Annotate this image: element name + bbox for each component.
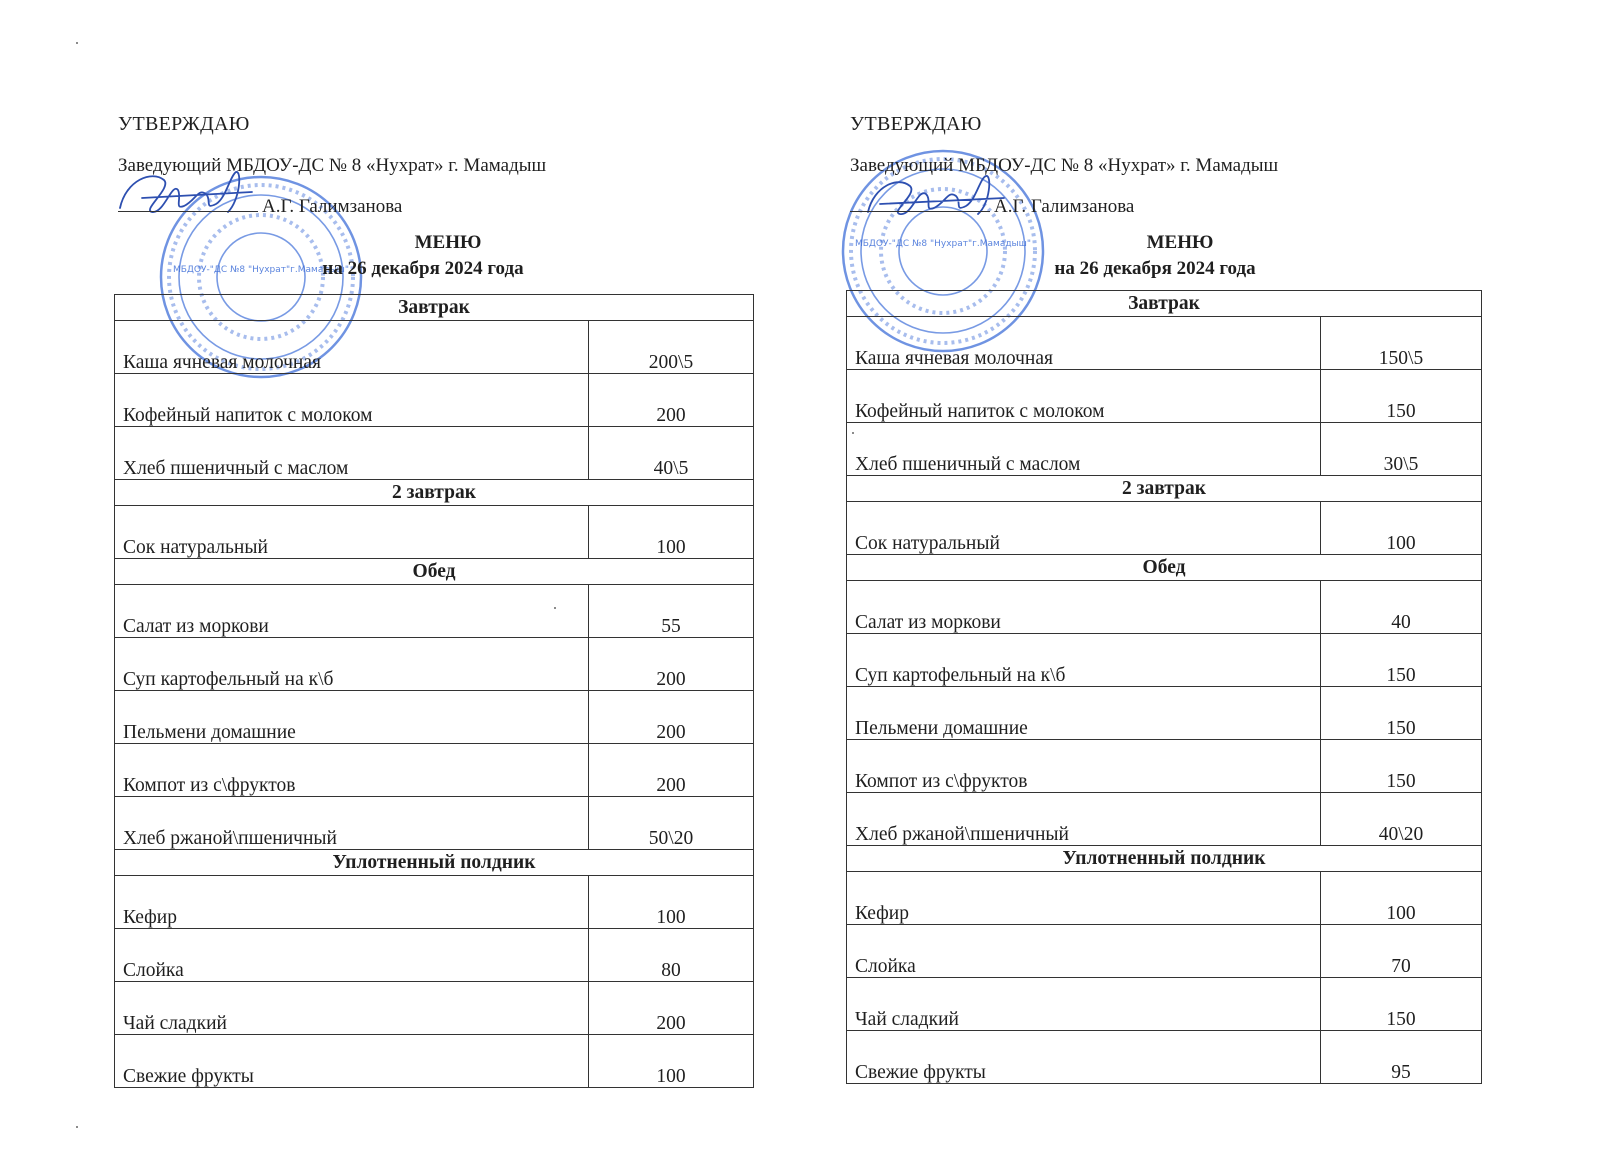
table-row xyxy=(847,1031,1482,1084)
dish-portion: 150 xyxy=(1321,687,1482,740)
dish-name: Суп картофельный на к\б xyxy=(115,638,589,691)
dish-portion: 40\5 xyxy=(589,427,754,480)
dish-name: Компот из с\фруктов xyxy=(847,740,1321,793)
section-title: Обед xyxy=(847,555,1482,581)
table-row xyxy=(115,638,754,691)
stamp-text: МБДОУ-"ДС №8 "Нухрат"г.Мамадыш" xyxy=(172,265,350,275)
table-row xyxy=(847,978,1482,1031)
dish-portion: 40 xyxy=(1321,581,1482,634)
dish-name: Кофейный напиток с молоком xyxy=(115,374,589,427)
table-row xyxy=(847,872,1482,925)
signature-line xyxy=(118,196,418,218)
dish-name: Свежие фрукты xyxy=(115,1035,589,1088)
menu-title: МЕНЮ xyxy=(414,232,482,253)
scan-speck xyxy=(76,42,78,44)
menu-table xyxy=(846,290,1482,1084)
dish-portion: 150 xyxy=(1321,978,1482,1031)
section-row xyxy=(115,850,754,876)
dish-name: Кефир xyxy=(847,872,1321,925)
dish-portion: 30\5 xyxy=(1321,423,1482,476)
table-row xyxy=(115,691,754,744)
dish-portion: 50\20 xyxy=(589,797,754,850)
dish-portion: 150\5 xyxy=(1321,317,1482,370)
dish-portion: 200 xyxy=(589,638,754,691)
table-row xyxy=(847,317,1482,370)
table-row xyxy=(847,634,1482,687)
dish-portion: 55 xyxy=(589,585,754,638)
table-row xyxy=(115,929,754,982)
table-row xyxy=(115,585,754,638)
dish-portion: 150 xyxy=(1321,740,1482,793)
head-position: Заведующий МБДОУ-ДС № 8 «Нухрат» г. Мамадыш xyxy=(850,155,1279,176)
dish-name: Компот из с\фруктов xyxy=(115,744,589,797)
approve-heading: УТВЕРЖДАЮ xyxy=(118,113,250,135)
section-title: Обед xyxy=(115,559,754,585)
dish-name: Салат из моркови xyxy=(847,581,1321,634)
section-title: Уплотненный полдник xyxy=(115,850,754,876)
dish-portion: 80 xyxy=(589,929,754,982)
head-position: Заведующий МБДОУ-ДС № 8 «Нухрат» г. Мамадыш xyxy=(118,155,547,176)
dish-name: Чай сладкий xyxy=(847,978,1321,1031)
dish-portion: 100 xyxy=(1321,502,1482,555)
menu-title: МЕНЮ xyxy=(1146,232,1214,253)
dish-name: Каша ячневая молочная xyxy=(847,317,1321,370)
table-row xyxy=(115,374,754,427)
dish-name: Сок натуральный xyxy=(847,502,1321,555)
table-row xyxy=(115,797,754,850)
signer-name: А.Г. Галимзанова xyxy=(994,196,1135,217)
section-title: Завтрак xyxy=(115,295,754,321)
dish-portion: 200\5 xyxy=(589,321,754,374)
table-row xyxy=(847,502,1482,555)
dish-name: Свежие фрукты xyxy=(847,1031,1321,1084)
dish-name: Слойка xyxy=(115,929,589,982)
section-row xyxy=(115,480,754,506)
dish-name: Кофейный напиток с молоком xyxy=(847,370,1321,423)
dish-name: Хлеб пшеничный с маслом xyxy=(115,427,589,480)
section-row xyxy=(847,476,1482,502)
table-row xyxy=(115,1035,754,1088)
table-row xyxy=(115,321,754,374)
dish-portion: 100 xyxy=(589,876,754,929)
dish-name: Пельмени домашние xyxy=(847,687,1321,740)
dish-name: Сок натуральный xyxy=(115,506,589,559)
approve-heading: УТВЕРЖДАЮ xyxy=(850,113,982,135)
dish-portion: 150 xyxy=(1321,370,1482,423)
table-row xyxy=(847,581,1482,634)
dish-name: Каша ячневая молочная xyxy=(115,321,589,374)
stamp-text: МБДОУ-"ДС №8 "Нухрат"г.Мамадыш" xyxy=(854,239,1032,249)
dish-portion: 200 xyxy=(589,691,754,744)
table-row xyxy=(115,506,754,559)
dish-portion: 40\20 xyxy=(1321,793,1482,846)
dish-portion: 100 xyxy=(589,1035,754,1088)
scan-speck xyxy=(76,1126,78,1128)
dish-portion: 70 xyxy=(1321,925,1482,978)
table-row xyxy=(847,423,1482,476)
dish-name: Пельмени домашние xyxy=(115,691,589,744)
section-row xyxy=(115,295,754,321)
section-row xyxy=(847,555,1482,581)
table-row xyxy=(115,876,754,929)
scan-speck xyxy=(852,432,854,434)
menu-date: на 26 декабря 2024 года xyxy=(322,258,524,279)
dish-portion: 100 xyxy=(589,506,754,559)
dish-portion: 95 xyxy=(1321,1031,1482,1084)
dish-name: Хлеб ржаной\пшеничный xyxy=(115,797,589,850)
section-row xyxy=(115,559,754,585)
dish-name: Слойка xyxy=(847,925,1321,978)
dish-name: Хлеб пшеничный с маслом xyxy=(847,423,1321,476)
table-row xyxy=(115,744,754,797)
section-row xyxy=(847,846,1482,872)
signature-blank xyxy=(118,211,258,212)
section-row xyxy=(847,291,1482,317)
table-row xyxy=(115,427,754,480)
section-title: 2 завтрак xyxy=(847,476,1482,502)
dish-portion: 200 xyxy=(589,982,754,1035)
dish-portion: 150 xyxy=(1321,634,1482,687)
dish-portion: 200 xyxy=(589,744,754,797)
dish-name: Хлеб ржаной\пшеничный xyxy=(847,793,1321,846)
signature-line xyxy=(850,196,1150,218)
menu-table xyxy=(114,294,754,1088)
signer-name: А.Г. Галимзанова xyxy=(262,196,403,217)
table-row xyxy=(847,925,1482,978)
dish-name: Суп картофельный на к\б xyxy=(847,634,1321,687)
table-row xyxy=(847,687,1482,740)
dish-name: Кефир xyxy=(115,876,589,929)
table-row xyxy=(847,370,1482,423)
dish-name: Чай сладкий xyxy=(115,982,589,1035)
scan-speck xyxy=(554,607,556,609)
table-row xyxy=(847,740,1482,793)
signature-blank xyxy=(850,211,990,212)
table-row xyxy=(847,793,1482,846)
dish-portion: 100 xyxy=(1321,872,1482,925)
section-title: 2 завтрак xyxy=(115,480,754,506)
menu-date: на 26 декабря 2024 года xyxy=(1054,258,1256,279)
table-row xyxy=(115,982,754,1035)
section-title: Уплотненный полдник xyxy=(847,846,1482,872)
section-title: Завтрак xyxy=(847,291,1482,317)
dish-name: Салат из моркови xyxy=(115,585,589,638)
dish-portion: 200 xyxy=(589,374,754,427)
